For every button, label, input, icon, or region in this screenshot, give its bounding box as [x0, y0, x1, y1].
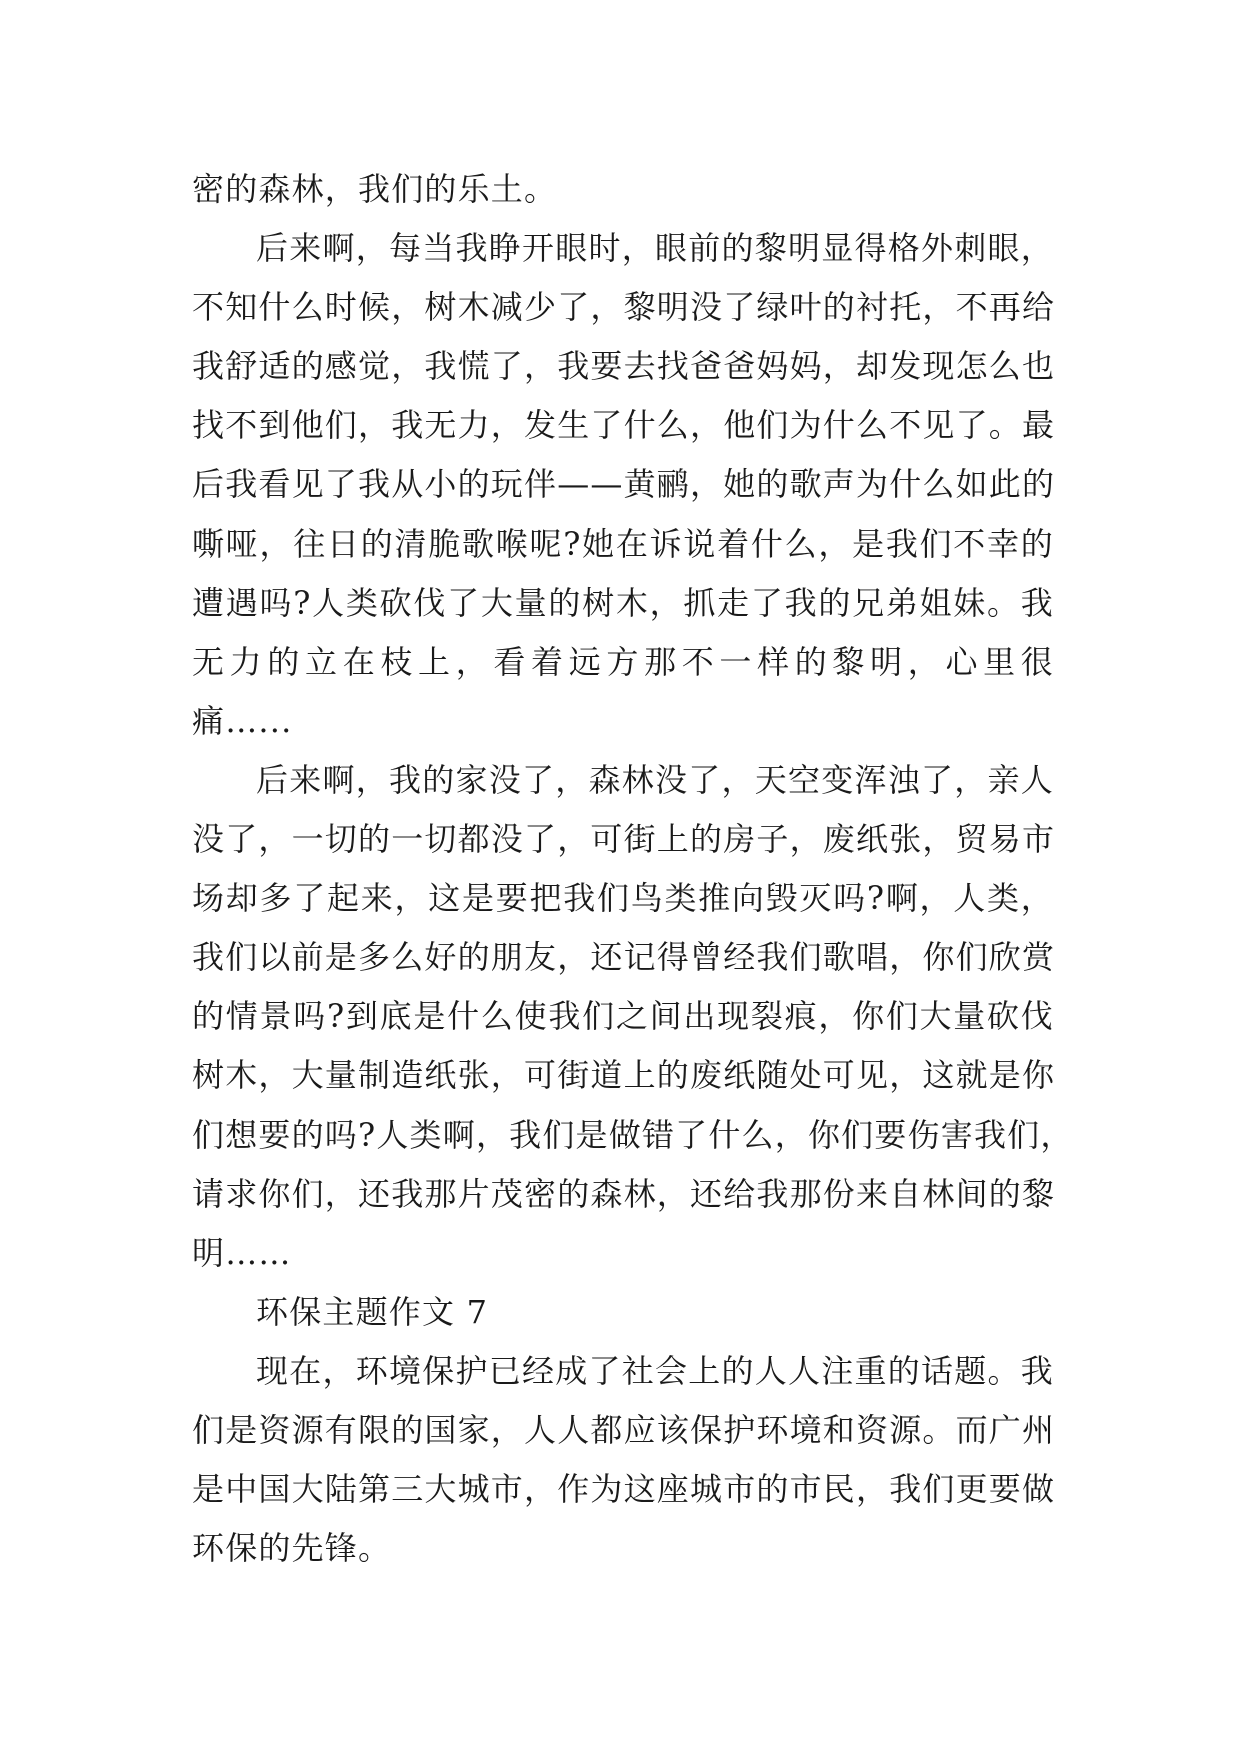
text-line: 找不到他们，我无力，发生了什么，他们为什么不见了。最 [192, 406, 1056, 445]
text-line: 场却多了起来，这是要把我们鸟类推向毁灭吗?啊，人类， [192, 879, 1054, 918]
text-line: 请求你们，还我那片茂密的森林，还给我那份来自林间的黎 [192, 1174, 1056, 1213]
text-line: 后我看见了我从小的玩伴——黄鹂，她的歌声为什么如此的 [192, 465, 1056, 504]
text-line: 我们以前是多么好的朋友，还记得曾经我们歌唱，你们欣赏 [192, 938, 1056, 977]
text-line: 痛…... [192, 701, 293, 740]
text-line: 密的森林，我们的乐土。 [192, 170, 558, 208]
text-line: 没了，一切的一切都没了，可街上的房子，废纸张，贸易市 [192, 820, 1056, 859]
paragraph-start-line: 后来啊，每当我睁开眼时，眼前的黎明显得格外刺眼， [256, 229, 1054, 268]
text-line: 嘶哑，往日的清脆歌喉呢?她在诉说着什么，是我们不幸的 [192, 524, 1054, 563]
text-line: 们想要的吗?人类啊，我们是做错了什么，你们要伤害我们， [192, 1115, 1074, 1154]
text-line: 环保的先锋。 [192, 1529, 392, 1568]
paragraph-start-line: 现在，环境保护已经成了社会上的人人注重的话题。我 [256, 1351, 1054, 1390]
text-line: 不知什么时候，树木减少了，黎明没了绿叶的衬托，不再给 [192, 288, 1056, 327]
paragraph-start-line: 后来啊，我的家没了，森林没了，天空变浑浊了，亲人 [256, 760, 1054, 799]
text-line: 无力的立在枝上，看着远方那不一样的黎明，心里很 [192, 642, 1054, 681]
text-line: 树木，大量制造纸张，可街道上的废纸随处可见，这就是你 [192, 1056, 1056, 1095]
document-body [192, 160, 1074, 1578]
text-line: 是中国大陆第三大城市，作为这座城市的市民，我们更要做 [192, 1470, 1056, 1509]
section-heading: 环保主题作文 7 [256, 1292, 489, 1331]
text-line: 遭遇吗?人类砍伐了大量的树木，抓走了我的兄弟姐妹。我 [192, 583, 1054, 622]
text-line: 们是资源有限的国家，人人都应该保护环境和资源。而广州 [192, 1410, 1056, 1449]
text-line: 我舒适的感觉，我慌了，我要去找爸爸妈妈，却发现怎么也 [192, 347, 1056, 386]
text-line: 明…… [192, 1233, 292, 1272]
text-line: 的情景吗?到底是什么使我们之间出现裂痕，你们大量砍伐 [192, 997, 1054, 1036]
